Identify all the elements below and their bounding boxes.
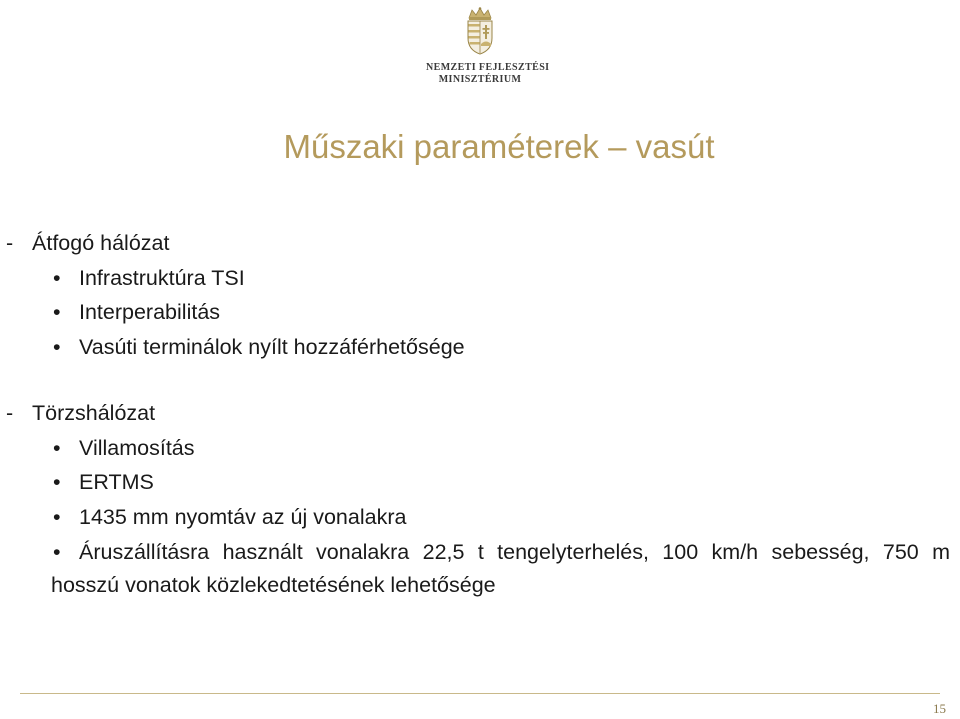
list-item-text: Áruszállításra használt vonalakra 22,5 t tengelyterhelés, 100 km/h sebesség, 750 m hosszú vonatok közlekedtetésének lehetősége (51, 540, 950, 597)
ministry-logo (426, 6, 550, 98)
bullet-marker: • (53, 540, 61, 564)
list-item-text: ERTMS (79, 470, 154, 494)
dash-marker: - (6, 231, 14, 255)
bullet-marker: • (53, 470, 61, 494)
bullet-marker: • (53, 300, 61, 324)
page-number: 15 (933, 701, 946, 716)
coat-of-arms-icon (460, 6, 500, 56)
ministry-name-line1: NEMZETI FEJLESZTÉSI (426, 62, 550, 73)
spacer (0, 364, 960, 396)
group-heading-text: Törzshálózat (32, 401, 156, 425)
list-item (0, 536, 960, 602)
group-heading-torzshalozat (0, 396, 960, 431)
ministry-name (426, 62, 550, 86)
bullet-marker: • (53, 435, 61, 460)
list-item (0, 465, 960, 500)
list-item-text: Villamosítás (79, 435, 195, 460)
list-item-text: Interperabilitás (79, 300, 221, 324)
bullet-marker: • (53, 334, 61, 359)
footer-divider (20, 693, 940, 694)
group-heading-text: Átfogó hálózat (32, 231, 170, 255)
list-item (0, 295, 960, 330)
group-heading-atfogo (0, 226, 960, 261)
slide-content (0, 226, 960, 602)
dash-marker: - (6, 401, 14, 425)
list-item (0, 261, 960, 296)
ministry-name-line2: MINISZTÉRIUM (438, 74, 522, 85)
list-item-text: 1435 mm nyomtáv az új vonalakra (79, 504, 407, 529)
list-item (0, 330, 960, 365)
list-item (0, 500, 960, 535)
slide-title: Műszaki paraméterek – vasút (283, 128, 715, 165)
list-item-text: Vasúti terminálok nyílt hozzáférhetősége (79, 334, 465, 359)
list-item-text: Infrastruktúra TSI (79, 265, 245, 290)
bullet-marker: • (53, 504, 61, 529)
bullet-marker: • (53, 265, 61, 290)
list-item (0, 431, 960, 466)
